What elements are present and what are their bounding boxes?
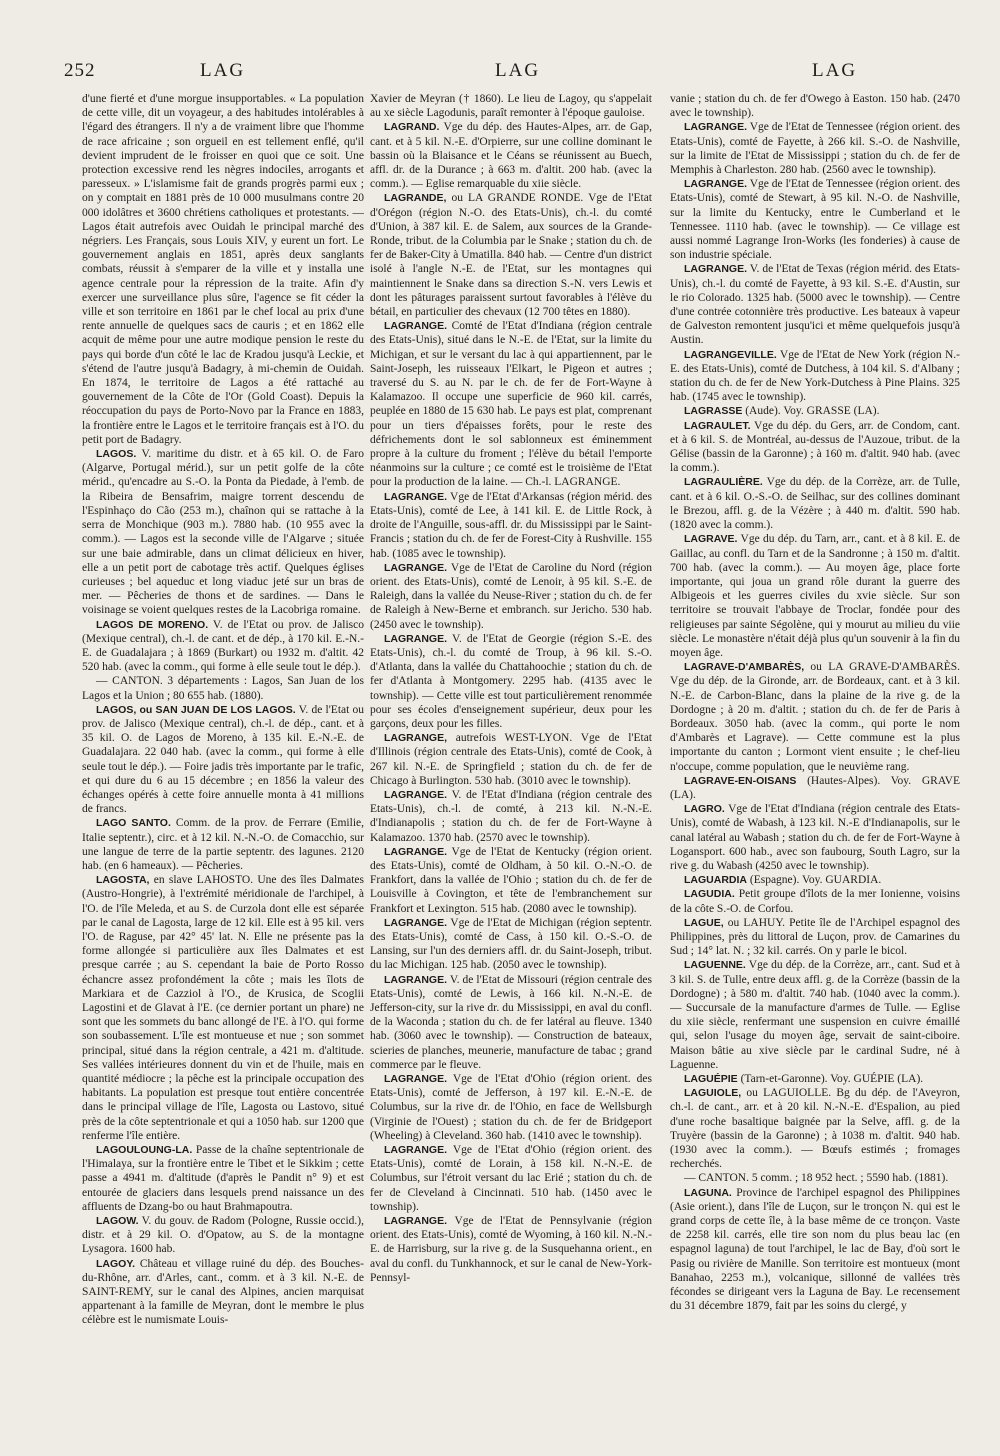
dictionary-entry	[670, 419, 960, 476]
entry-text: Passe de la chaîne septentrionale de l'Himalaya, sur la frontière entre le Tibet et le Sikkim ; cette passe a 4941 m. d'altitude (d'après le Pandit n° 9) et est entourée de glaciers dans lesquels prend naissance un des affluents de Dzang-bo ou haut Brahmapoutra.	[82, 1144, 364, 1213]
entry-text: Petit groupe d'îlots de la mer Ionienne, voisins de la côte S.-O. de Corfou.	[670, 888, 960, 915]
entry-text: Comm. de la prov. de Ferrare (Emilie, Italie septentr.), circ. et à 12 kil. N.-N.-O. de Comacchio, sur une langue de terre de la partie septentr. des lagunes. 2120 hab. (en 6 hameaux). — Pêcheries.	[82, 817, 364, 872]
dictionary-entry	[670, 887, 960, 915]
dictionary-entry	[370, 788, 652, 845]
dictionary-entry	[82, 1257, 364, 1328]
entry-headword: LAGRANGE.	[384, 1073, 447, 1086]
entry-headword: LAGRAVE.	[684, 533, 738, 546]
entry-text: Vge du dép. du Tarn, arr., cant. et à 8 kil. E. de Gaillac, au confl. du Tarn et de la Sandronne ; à 150 m. d'altit. 700 hab. (avec la comm.). — Au moyen âge, place forte importante, qui joua un grand rôle durant la guerre des Albigeois et les guerres civiles du xvie siècle. Sur son territoire se trouvait l'abbaye de Troclar, fondée pour des religieuses par sainte Ségolène, qui y mourut au milieu du viie siècle. Le monastère n'était déjà plus qu'un souvenir à la fin du moyen âge.	[670, 533, 960, 659]
dictionary-entry	[670, 1072, 960, 1086]
entry-paragraph	[370, 92, 652, 120]
entry-headword: LAGRANGEVILLE.	[684, 348, 777, 361]
dictionary-entry	[370, 191, 652, 319]
entry-headword: LAGRANGE.	[384, 973, 447, 986]
entry-text: V. de l'Etat ou prov. de Jalisco (Mexique central), ch.-l. de cant. et de dép., à 170 kil. E.-N.-E. de Guadalajara ; à 1869 (Burkart) ou 1932 m. d'altit. 42 520 hab. (avec la comm., qui forme à elle seule tout le dép.).	[82, 618, 364, 674]
entry-headword: LAGRANGE.	[384, 1144, 447, 1157]
entry-headword: LAGRAULET.	[684, 419, 751, 432]
entry-text: V. de l'Etat ou prov. de Jalisco (Mexique central), ch.-l. de dép., cant. et à 35 kil. O. de Lagos de Moreno, à 135 kil. E.-N.-E. de Guadalajara. 22 040 hab. (avec la comm., qui forme à elle seule tout le dép.). — Foire jadis très importante par le trafic, et qui dure du 6 au 15 décembre ; en 1856 la valeur des échanges opérés à cette foire annuelle monta à 41 millions de francs.	[82, 703, 364, 816]
dictionary-entry	[670, 1086, 960, 1171]
entry-headword: LAGOS DE MORENO.	[96, 618, 209, 631]
dictionary-entry	[370, 561, 652, 632]
entry-text: d'une fierté et d'une morgue insupportables. « La population de cette ville, dit un voyageur, a des habitudes intolérables à l'égard des étrangers. Il n'y a de vraiment libre que l'homme de race africaine ; son orgueil en est tellement enflé, qu'il devient imprudent de le froisser en quoi que ce soit. Une protection excessive rend les nègres indociles, arrogants et paresseux. » L'islamisme fait de grands progrès parmi eux ; on y comptait en 1881 près de 10 000 musulmans contre 20 000 idolâtres et 3600 chrétiens catholiques et protestants. — Lagos était autrefois avec Ouidah le principal marché des négriers. Les Français, sous Louis XIV, y eurent un fort. Le gouvernement anglais en 1851, après deux sanglants combats, réussit à s'emparer de la ville et y installa une agence centrale pour la répression de la traite. Afin d'y exercer une surveillance plus sûre, l'agence se fit céder la ville et son territoire en 1861 par le chef local au prix d'une rente annuelle de quelques sacs de cauris ; et en 1862 elle acquit de même pour une autre modique pension le reste du pays qui borde d'un côté le lac de Kradou jusqu'à Leckie, et s'étend de l'autre jusqu'à Badagry, à mi-chemin de Ouidah. En 1874, le territoire de Lagos a été rattaché au gouvernement de la Côte de l'Or (Gold Coast). Depuis la réoccupation du pays de Porto-Novo par la France en 1883, la frontière entre le Lagos et le territoire français est à l'O. du petit port de Badagry.	[82, 93, 364, 446]
entry-text: (Hautes-Alpes). Voy. GRAVE (LA).	[670, 774, 960, 801]
entry-headword: LAGRANGE.	[684, 178, 747, 191]
entry-text: Vge de l'Etat d'Indiana (région centrale des Etats-Unis), comté de Wabash, à 123 kil. N.-E d'Indianapolis, sur le canal latéral au Wabash ; station du ch. de fer de Fort-Wayne à Logansport. 600 hab., avec son faubourg, South Lagro, sur la rive g. du Wabash (4250 avec le township).	[670, 803, 960, 872]
entry-text: Vge du dép. de la Corrèze, arr. de Tulle, cant. et à 6 kil. O.-S.-O. de Seilhac, sur des collines dominant le Brezou, affl. g. de la Vézère ; à 440 m. d'altit. 590 hab. (1820 avec la comm.).	[670, 476, 960, 532]
dictionary-entry	[670, 120, 960, 177]
entry-headword: LAGRANGE.	[384, 632, 447, 645]
dictionary-entry	[82, 1214, 364, 1257]
dictionary-entry	[670, 873, 960, 887]
entry-paragraph	[82, 92, 364, 447]
dictionary-entry	[670, 774, 960, 802]
entry-text: Vge de l'Etat de Pennsylvanie (région orient. des Etats-Unis), comté de Wyoming, à 160 kil. N.-N.-E. de Harrisburg, sur la rive g. de la Susquehanna orient., en aval du confl. du Tunkhannock, et sur le canal de New-York-Pennsyl-	[370, 1215, 652, 1284]
dictionary-entry	[670, 802, 960, 873]
dictionary-entry	[82, 873, 364, 1143]
entry-headword: LAGUIOLE,	[684, 1087, 742, 1100]
entry-text: Vge de l'Etat de Kentucky (région orient. des Etats-Unis), comté de Oldham, à 50 kil. O.-N.-O. de Frankfort, dans la vallée de l'Ohio ; station du ch. de fer de Louisville à Covington, et tête de l'embranchement sur Frankfort et Lexington. 515 hab. (2080 avec le township).	[370, 845, 652, 915]
entry-text: autrefois WEST-LYON. Vge de l'Etat d'Illinois (région centrale des Etats-Unis), comté de Cook, à 267 kil. N.-E. de Springfield ; station du ch. de fer de Chicago à Burlington. 530 hab. (3010 avec le township).	[370, 732, 652, 787]
entry-headword: LAGRANGE.	[684, 121, 747, 134]
entry-text: ou LA GRANDE RONDE. Vge de l'Etat d'Orégon (région N.-O. des Etats-Unis), ch.-l. du comté d'Union, à 387 kil. E. de Salem, aux sources de la Grande-Ronde, tribut. de la Columbia par le Snake ; station du ch. de fer de Baker-City à Umatilla. 840 hab. — Centre d'un district isolé à l'angle N.-E. de l'Etat, sur les montagnes qui maintiennent le Snake dans sa direction S.-N. vers Lewis et dont les pâturages paraissent surtout favorables à l'élève du bétail, en particulier des chevaux (12 700 têtes en 1880).	[370, 192, 652, 319]
entry-headword: LAGRO.	[684, 803, 725, 816]
entry-text: Château et village ruiné du dép. des Bouches-du-Rhône, arr. d'Arles, cant., comm. et à 3 kil. N.-E. de SAINT-REMY, sur le canal des Alpines, ancien marquisat appartenant à la famille de Meyran, dont le membre le plus célèbre est le numismate Louis-	[82, 1257, 364, 1327]
entry-text: Xavier de Meyran († 1860). Le lieu de Lagoy, qu s'appelait au xe siècle Lagodunis, paraît remonter à l'époque gauloise.	[370, 93, 652, 120]
dictionary-entry	[370, 632, 652, 731]
entry-headword: LAGRANGE.	[384, 320, 447, 333]
entry-text: V. de l'Etat de Georgie (région S.-E. des Etats-Unis), ch.-l. du comté de Troup, à 96 kil. S.-O. d'Atlanta, dans la vallée du Chattahoochie ; station du ch. de fer d'Atlanta à Montgomery. 2295 hab. (4135 avec le township). — Cette ville est tout particulièrement renommée pour ses écoles d'enseignement supérieur, deux pour les garçons, deux pour les filles.	[370, 632, 652, 730]
dictionary-entry	[670, 475, 960, 532]
entry-text: V. de l'Etat de Texas (région mérid. des Etats-Unis), ch.-l. du comté de Fayette, à 93 kil. S.-E. d'Austin, sur le rio Colorado. 1325 hab. (5000 avec le township). — Centre d'une contrée cotonnière très productive. Les bateaux à vapeur de Galveston remontent jusqu'ici et même quelquefois jusqu'à Austin.	[670, 263, 960, 347]
entry-text: V. maritime du distr. et à 65 kil. O. de Faro (Algarve, Portugal mérid.), sur un petit golfe de la côte mérid., qu'encadre au S.-O. la Ponta da Piedade, à l'emb. de la Ribeira de Bensafrim, maigre torrent descendu de l'Espinhaço do Cão (253 m.), chaînon qui se rattache à la serra de Monchique (903 m.). 7880 hab. (10 955 avec la comm.). — Lagos est la seconde ville de l'Algarve ; située sur une baie admirable, dans un climat délicieux en hiver, elle a un petit port de cabotage très actif. Quelques églises curieuses ; bel aqueduc et long viaduc jeté sur un bras de mer. — Pêcheries de thons et de sardines. — Dans le voisinage se voient quelques restes de la Lacobriga romaine.	[82, 448, 364, 617]
dictionary-entry	[370, 490, 652, 561]
entry-text: en slave LAHOSTO. Une des îles Dalmates (Austro-Hongrie), à l'extrémité méridionale de l'archipel, à l'O. de l'île Meleda, et au S. de Curzola dont elle est séparée par le canal de Lagosta, large de 12 kil. Elle est à 95 kil. vers l'O. de Raguse, par 42° 45' lat. N. Elle ne présente pas la forme allongée si particulière aux îles Dalmates et est presque carrée ; au S. cependant la baie de Porto Rosso échancre assez profondément la côte ; mais les îlots de Markiara et de Cazziol à l'O., de Krusica, de Scoglii Lagostini et de Glavat à l'E. (ce dernier portant un phare) ne sont que les sommets du banc allongé de l'E. à l'O. qui forme son soubassement. L'île est montueuse et nue ; son sommet principal, situé dans la région centrale, a 421 m. d'altitude. Ses vallées intérieures donnent du vin et de l'huile, mais en quantité médiocre ; la pêche est la principale occupation des habitants. La population est presque tout entière concentrée dans le principal village de l'île, Lagosta ou Lastovo, situé près de la côte septentrionale et qui a 1050 hab. sur 1200 que renferme l'île entière.	[82, 874, 364, 1142]
entry-headword: LAGRANGE.	[384, 916, 447, 929]
entry-text: Vge du dép. du Gers, arr. de Condom, cant. et à 6 kil. S. de Montréal, au-dessus de l'Auzoue, tribut. de la Gélise (bassin de la Garonne) ; à 160 m. d'altit. 940 hab. (avec la comm.).	[670, 419, 960, 475]
entry-text: Vge de l'Etat de Tennessee (région orient. des Etats-Unis), comté de Fayette, à 266 kil. S.-O. de Nashville, sur la limite de l'Etat de Mississippi ; station du ch. de fer de Memphis à Charleston. 280 hab. (2560 avec le township).	[670, 121, 960, 177]
dictionary-entry	[670, 177, 960, 262]
entry-headword: LAGRANGE,	[384, 732, 447, 745]
entry-paragraph	[670, 1171, 960, 1185]
dictionary-entry	[670, 262, 960, 347]
entry-headword: LAGRANGE.	[384, 490, 447, 503]
entry-headword: LAGRAULIÈRE.	[684, 476, 763, 489]
entry-headword: LAGRASSE	[684, 405, 743, 418]
dictionary-entry	[82, 703, 364, 817]
entry-text: Vge de l'Etat de Tennessee (région orient. des Etats-Unis), comté de Stewart, à 95 kil. N.-O. de Nashville, sur la limite du Kentucky, entre le Cumberland et le Tennessee. 1110 hab. (avec le township). — Ce village est aussi nommé Lagrange Iron-Works (les fonderies) à cause de son industrie spéciale.	[670, 178, 960, 262]
entry-headword: LAGUARDIA	[684, 874, 747, 887]
entry-text: Comté de l'Etat d'Indiana (région centrale des Etats-Unis), situé dans le N.-E. de l'Etat, sur la limite du Michigan, et sur le versant du lac à qui appartiennent, par le Saint-Joseph, les ruisseaux l'Elkart, le Pigeon et autres ; traversé du S. au N. par le ch. de fer de Fort-Wayne à Kalamazoo. Il occupe une superficie de 960 kil. carrés, peuplée en 1880 de 15 630 hab. Le pays est plat, comprenant pour un tiers d'épaisses forêts, pour le reste des défrichements dont le sol sablonneux est éminemment propre à la culture du froment ; l'élève du bétail l'emporte néanmoins sur la culture ; ce comté est le troisième de l'Etat pour la production de la laine. — Ch.-l. LAGRANGE.	[370, 320, 652, 489]
text-column-1	[82, 92, 364, 1442]
entry-text: — CANTON. 3 départements : Lagos, San Juan de los Lagos et la Union ; 80 655 hab. (1880).	[82, 675, 364, 702]
entry-headword: LAGOULOUNG-LA.	[96, 1144, 193, 1157]
text-column-2	[370, 92, 652, 1442]
entry-headword: LAGOS, ou SAN JUAN DE LOS LAGOS.	[96, 703, 296, 716]
entry-headword: LAGO SANTO.	[96, 817, 171, 830]
dictionary-entry	[670, 1186, 960, 1314]
dictionary-entry	[82, 618, 364, 675]
dictionary-entry	[82, 816, 364, 873]
entry-headword: LAGRANDE,	[384, 192, 447, 205]
entry-text: ou LA GRAVE-D'AMBARÈS. Vge du dép. de la Gironde, arr. de Bordeaux, cant. et à 3 kil. N.-E. de Carbon-Blanc, dans la plaine de la rive g. de la Dordogne ; à 20 m. d'altit. ; station du ch. de fer de Paris à Bordeaux. 3050 hab. (avec la comm., qui porte le nom d'Ambarès et Lagrave). — Cette commune est la plus importante du canton ; Lormont vient ensuite ; le chef-lieu n'occupe, comme population, que le neuvième rang.	[670, 661, 960, 773]
dictionary-entry	[82, 447, 364, 617]
entry-text: Vge de l'Etat d'Arkansas (région mérid. des Etats-Unis), comté de Lee, à 141 kil. E. de Little Rock, à droite de l'Anguille, sous-affl. dr. du Mississippi par le Saint-Francis ; station du ch. de fer de Forest-City à Rushville. 155 hab. (1085 avec le township).	[370, 490, 652, 560]
entry-paragraph	[670, 92, 960, 120]
dictionary-entry	[370, 1214, 652, 1285]
entry-text: ou LAHUY. Petite île de l'Archipel espagnol des Philippines, près du littoral de Luçon, prov. de Camarines du Sud ; 14° lat. N. ; 32 kil. carrés. On y parle le bicol.	[670, 916, 960, 958]
entry-paragraph	[82, 674, 364, 702]
entry-text: (Aude). Voy. GRASSE (LA).	[742, 405, 880, 418]
entry-headword: LAGRANGE.	[384, 561, 447, 574]
entry-headword: LAGOSTA,	[96, 874, 150, 887]
entry-text: vanie ; station du ch. de fer d'Owego à Easton. 150 hab. (2470 avec le township).	[670, 93, 960, 120]
dictionary-entry	[370, 731, 652, 788]
entry-headword: LAGOW.	[96, 1215, 139, 1228]
entry-text: (Espagne). Voy. GUARDIA.	[747, 874, 882, 887]
dictionary-entry	[370, 973, 652, 1072]
entry-text: (Tarn-et-Garonne). Voy. GUÉPIE (LA).	[737, 1073, 924, 1086]
dictionary-entry	[370, 319, 652, 489]
entry-headword: LAGUNA.	[684, 1186, 732, 1199]
running-head-left: LAG	[200, 60, 246, 81]
page-number: 252	[64, 60, 96, 81]
running-head-right: LAG	[812, 60, 858, 81]
entry-text: Vge du dép. de la Corrèze, arr., cant. Sud et à 3 kil. S. de Tulle, entre deux affl. g. de la Corrèze (bassin de la Dordogne) ; à 580 m. d'altit. 740 hab. (1040 avec la comm.). — Succursale de la manufacture d'armes de Tulle. — Eglise du xiie siècle, renfermant une suspension en cuivre émaillé qui, selon l'usage du moyen âge, servait de saint-ciboire. Maison bâtie au xive siècle par le cardinal Sudre, né à Laguenne.	[670, 959, 960, 1071]
dictionary-entry	[370, 120, 652, 191]
entry-headword: LAGOY.	[96, 1257, 136, 1270]
running-head-center: LAG	[495, 60, 541, 81]
entry-text: V. de l'Etat d'Indiana (région centrale des Etats-Unis), ch.-l. de comté, à 213 kil. N.-N.-E. d'Indianapolis ; station du ch. de fer de Fort-Wayne à Kalamazoo. 1370 hab. (2570 avec le township).	[370, 788, 652, 844]
dictionary-entry	[670, 660, 960, 774]
entry-text: Vge de l'Etat de Michigan (région septentr. des Etats-Unis), comté de Cass, à 150 kil. O.-S.-O. de Lansing, sur l'un des derniers affl. dr. du Saint-Joseph, tribut. du lac Michigan. 125 hab. (2050 avec le township).	[370, 916, 652, 972]
entry-headword: LAGRANGE.	[684, 263, 747, 276]
entry-text: Vge de l'Etat de Caroline du Nord (région orient. des Etats-Unis), comté de Lenoir, à 95 kil. S.-E. de Raleigh, dans la vallée du Neuse-River ; station du ch. de fer de Raleigh à New-Berne et embranch. sur Jericho. 530 hab. (2450 avec le township).	[370, 561, 652, 631]
entry-headword: LAGRANGE.	[384, 788, 447, 801]
entry-text: Vge de l'Etat de New York (région N.-E. des Etats-Unis), comté de Dutchess, à 104 kil. S. d'Albany ; station du ch. de fer de New York-Dutchess à Pine Plains. 325 hab. (1745 avec le township).	[670, 348, 960, 404]
dictionary-entry	[670, 532, 960, 660]
entry-text: Vge de l'Etat d'Ohio (région orient. des Etats-Unis), comté de Lorain, à 158 kil. N.-N.-E. de Columbus, sur l'étroit versant du lac Erié ; station du ch. de fer de Cleveland à Cincinnati. 510 hab. (1450 avec le township).	[370, 1144, 652, 1213]
entry-text: Province de l'archipel espagnol des Philippines (Asie orient.), dans l'île de Luçon, sur le tronçon N. qui est le grand corps de cette île, à la base même de ce tronçon. Vaste de 2258 kil. carrés, elle tire son nom du plus beau lac (en espagnol laguna) de tout l'archipel, le lac de Bay, d'où sort le Pasig ou rivière de Manille. Son territoire est montueux (mont Banahao, 2253 m.), volcanique, sillonné de vallées très fécondes se dirigeant vers la Laguna de Bay. Le recensement du 31 décembre 1879, fait par les soins du clergé, y	[670, 1186, 960, 1313]
dictionary-entry	[670, 348, 960, 405]
entry-headword: LAGRAVE-D'AMBARÈS,	[684, 661, 805, 674]
entry-headword: LAGOS.	[96, 448, 137, 461]
entry-headword: LAGUÉPIE	[684, 1073, 738, 1086]
dictionary-entry	[82, 1143, 364, 1214]
dictionary-entry	[370, 916, 652, 973]
entry-text: V. du gouv. de Radom (Pologne, Russie occid.), distr. et à 29 kil. O. d'Opatow, au S. de la montagne Lysagora. 1600 hab.	[82, 1215, 364, 1256]
dictionary-entry	[370, 1072, 652, 1143]
dictionary-entry	[370, 1143, 652, 1214]
dictionary-entry	[370, 845, 652, 916]
entry-headword: LAGRAVE-EN-OISANS	[684, 774, 797, 787]
entry-headword: LAGUE,	[684, 916, 724, 929]
dictionary-entry	[670, 916, 960, 959]
entry-headword: LAGRANGE.	[384, 845, 447, 858]
entry-headword: LAGUENNE.	[684, 959, 746, 972]
entry-text: — CANTON. 5 comm. ; 18 952 hect. ; 5590 hab. (1881).	[684, 1172, 949, 1185]
entry-headword: LAGUDIA.	[684, 888, 735, 901]
entry-text: V. de l'Etat de Missouri (région centrale des Etats-Unis), comté de Lewis, à 166 kil. N.-N.-E. de Jefferson-city, sur la rive dr. du Mississippi, en aval du confl. de la Waconda ; station du ch. de fer latéral au fleuve. 1340 hab. (3060 avec le township). — Construction de bateaux, scieries de planches, meunerie, manufacture de tabac ; grand commerce par le fleuve.	[370, 973, 652, 1071]
dictionary-entry	[670, 404, 960, 418]
entry-text: Vge de l'Etat d'Ohio (région orient. des Etats-Unis), comté de Jefferson, à 197 kil. E.-N.-E. de Columbus, sur la rive dr. de l'Ohio, en face de Wellsburgh (Virginie de l'Ouest) ; station du ch. de fer de Bridgeport (Wheeling) à Cleveland. 360 hab. (1410 avec le township).	[370, 1073, 652, 1142]
text-column-3	[670, 92, 960, 1442]
entry-text: ou LAGUIOLLE. Bg du dép. de l'Aveyron, ch.-l. de cant., arr. et à 20 kil. N.-N.-E. d'Espalion, au pied d'une roche basaltique baignée par la Selve, affl. g. de la Truyère (bassin de la Garonne) ; à 1038 m. d'altit. 940 hab. (1930 avec la comm.). — Bœufs estimés ; fromages recherchés.	[670, 1087, 960, 1171]
entry-headword: LAGRAND.	[384, 121, 440, 134]
entry-text: Vge du dép. des Hautes-Alpes, arr. de Gap, cant. et à 5 kil. N.-E. d'Orpierre, sur une colline dominant le bassin où la Blaisance et le Céans se réunissent au Buech, affl. dr. de la Durance ; à 663 m. d'altit. 200 hab. (avec la comm.). — Eglise remarquable du xiie siècle.	[370, 121, 652, 191]
entry-headword: LAGRANGE.	[384, 1215, 447, 1228]
dictionary-entry	[670, 958, 960, 1072]
